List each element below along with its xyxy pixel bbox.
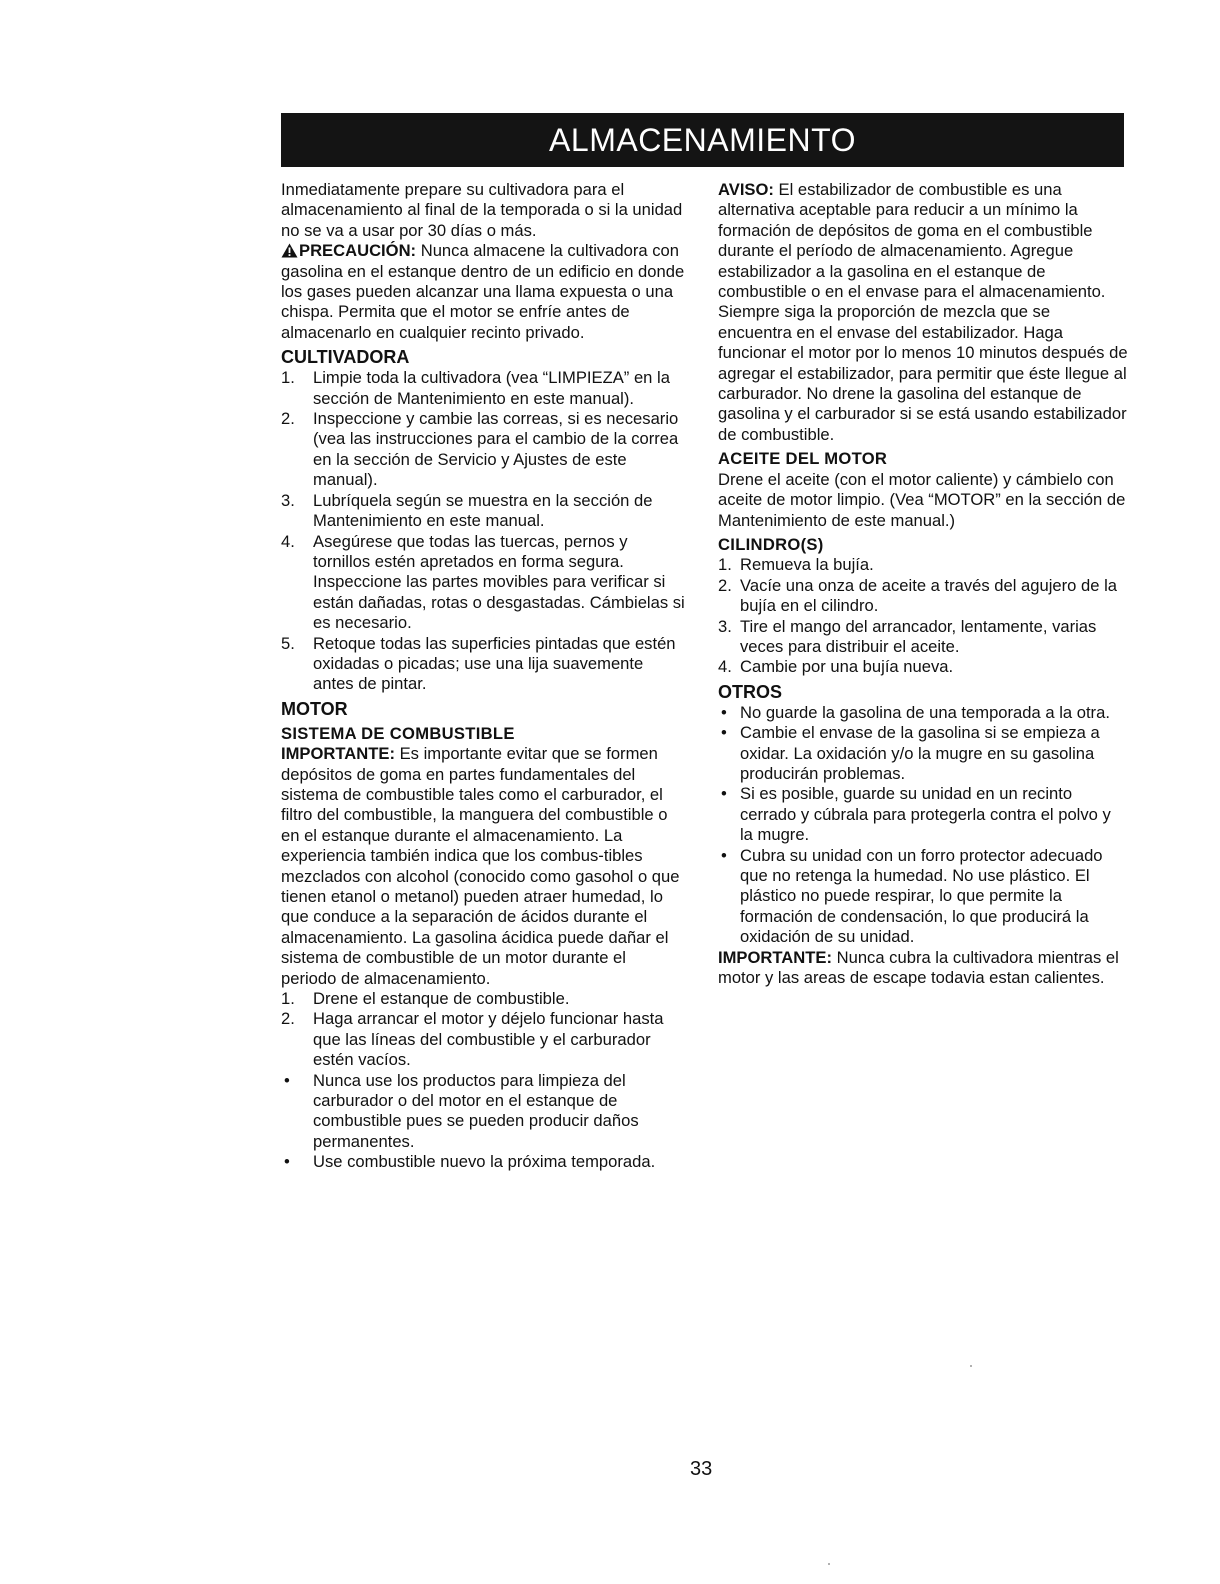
list-item: • Cubra su unidad con un forro protector adecuado que no retenga la humedad. No use plástico. El plástico no puede respirar, lo que permite la formación de condensación, lo que producirá la oxidación de su unidad. bbox=[721, 845, 1103, 947]
list-item: 5. Retoque todas las superficies pintadas que estén oxidadas o picadas; use una lija suavemente antes de pintar. bbox=[281, 633, 676, 694]
cultivadora-heading: CULTIVADORA bbox=[281, 347, 410, 368]
precaution-text: Nunca almacene la cultivadora con gasolina en el estanque dentro de un edificio en donde los gases pueden alcanzar una llama expuesta o una chispa. Permita que el motor se enfríe antes de almacenarlo en cualquier recinto privado. bbox=[281, 241, 685, 342]
list-item: • Si es posible, guarde su unidad en un recinto cerrado y cúbrala para protegerla contra el polvo y la mugre. bbox=[721, 784, 1111, 845]
list-item: 3. Lubríquela según se muestra en la sección de Mantenimiento en este manual. bbox=[281, 490, 653, 531]
list-item: 1. Drene el estanque de combustible. bbox=[281, 989, 570, 1009]
others-heading: OTROS bbox=[718, 681, 783, 702]
aviso-paragraph: AVISO: El estabilizador de combustible es una alternativa aceptable para reducir a un mínimo la formación de depósitos de goma en el combustible durante el período de almacenamiento. Agregue estabilizador a la gasolina en el estanque de combustible o en el envase para el almacenamiento. Siempre siga la proporción de mezcla que se encuentra en el envase del estabilizador. Haga funcionar el motor por lo menos 10 minutos después de agregar el estabilizador, para permitir que éste llegue al carburador. No drene la gasolina del estanque de gasolina y el carburador si se está usando estabilizador de combustible. bbox=[718, 180, 1128, 444]
list-item: • Nunca use los productos para limpieza del carburador o del motor en el estanque de combustible pues se pueden producir daños permanentes. bbox=[284, 1070, 639, 1151]
right-column bbox=[718, 180, 1128, 988]
engine-oil-paragraph: Drene el aceite (con el motor caliente) y cámbielo con aceite de motor limpio. (Vea “MOTOR” en la sección de Mantenimiento de este manual.) bbox=[718, 469, 1126, 530]
section-banner bbox=[281, 113, 1124, 167]
list-item: 2. Inspeccione y cambie las correas, si es necesario (vea las instrucciones para el cambio de la correa en la sección de Servicio y Ajustes de este manual). bbox=[281, 409, 679, 490]
important-label: IMPORTANTE: bbox=[281, 744, 395, 764]
precaution-paragraph bbox=[281, 241, 685, 343]
list-item: 4. Cambie por una bujía nueva. bbox=[718, 657, 954, 677]
cylinders-heading: CILINDRO(S) bbox=[718, 534, 824, 554]
aviso-label: AVISO: bbox=[718, 180, 774, 199]
motor-heading: MOTOR bbox=[281, 698, 348, 719]
list-item: 3. Tire el mango del arrancador, lentamente, varias veces para distribuir el aceite. bbox=[718, 616, 1097, 656]
fuel-bullets-list bbox=[281, 1071, 685, 1173]
list-item: • Cambie el envase de la gasolina si se empieza a oxidar. La oxidación y/o la mugre en su gasolina producirán problemas. bbox=[721, 723, 1100, 783]
page-title: ALMACENAMIENTO bbox=[549, 121, 856, 158]
fuel-steps-list bbox=[281, 989, 685, 1071]
scan-speck bbox=[970, 1365, 972, 1367]
list-item: 4. Asegúrese que todas las tuercas, pernos y tornillos estén apretados en forma segura. Inspeccione las partes movibles para verificar si están dañadas, rotas o desgastadas. Cámbielas si es necesario. bbox=[281, 531, 685, 633]
engine-oil-heading: ACEITE DEL MOTOR bbox=[718, 449, 888, 469]
list-item: • Use combustible nuevo la próxima temporada. bbox=[284, 1152, 656, 1172]
warning-triangle-icon bbox=[281, 243, 298, 258]
list-item: 1. Limpie toda la cultivadora (vea “LIMPIEZA” en la sección de Mantenimiento en este manual). bbox=[281, 368, 670, 408]
intro-paragraph: Inmediatamente prepare su cultivadora para el almacenamiento al final de la temporada o si la unidad no se va a usar por 30 días o más. bbox=[281, 180, 683, 240]
fuel-system-heading: SISTEMA DE COMBUSTIBLE bbox=[281, 723, 515, 743]
cylinders-list bbox=[718, 555, 1128, 677]
important-label: IMPORTANTE: bbox=[718, 947, 832, 967]
page-number: 33 bbox=[690, 1458, 713, 1480]
scan-speck bbox=[828, 1563, 830, 1565]
list-item: 2. Vacíe una onza de aceite a través del agujero de la bujía en el cilindro. bbox=[718, 575, 1117, 616]
important-paragraph: IMPORTANTE: Es importante evitar que se formen depósitos de goma en partes fundamentales del sistema de combustible tales como el carburador, el filtro del combustible, la manguera del combustible o en el estanque durante el almacenamiento. La experiencia también indica que los combus-tibles mezclados con alcohol (conocido como gasohol o que tienen etanol o metanol) pueden atraer humedad, lo que conduce a la separación de ácidos durante el almacenamiento. La gasolina ácidica puede dañar el sistema de combustible de un motor durante el periodo de almacenamiento. bbox=[281, 744, 680, 988]
precaution-label: PRECAUCIÓN: bbox=[299, 241, 417, 261]
important-note-paragraph: IMPORTANTE: Nunca cubra la cultivadora mientras el motor y las areas de escape todavia estan calientes. bbox=[718, 947, 1119, 988]
cultivadora-list bbox=[281, 368, 685, 695]
others-list bbox=[718, 703, 1128, 948]
list-item: • No guarde la gasolina de una temporada a la otra. bbox=[721, 702, 1110, 722]
list-item: 2. Haga arrancar el motor y déjelo funcionar hasta que las líneas del combustible y el carburador estén vacíos. bbox=[281, 1009, 664, 1070]
left-column bbox=[281, 180, 685, 1173]
list-item: 1. Remueva la bujía. bbox=[718, 555, 874, 575]
